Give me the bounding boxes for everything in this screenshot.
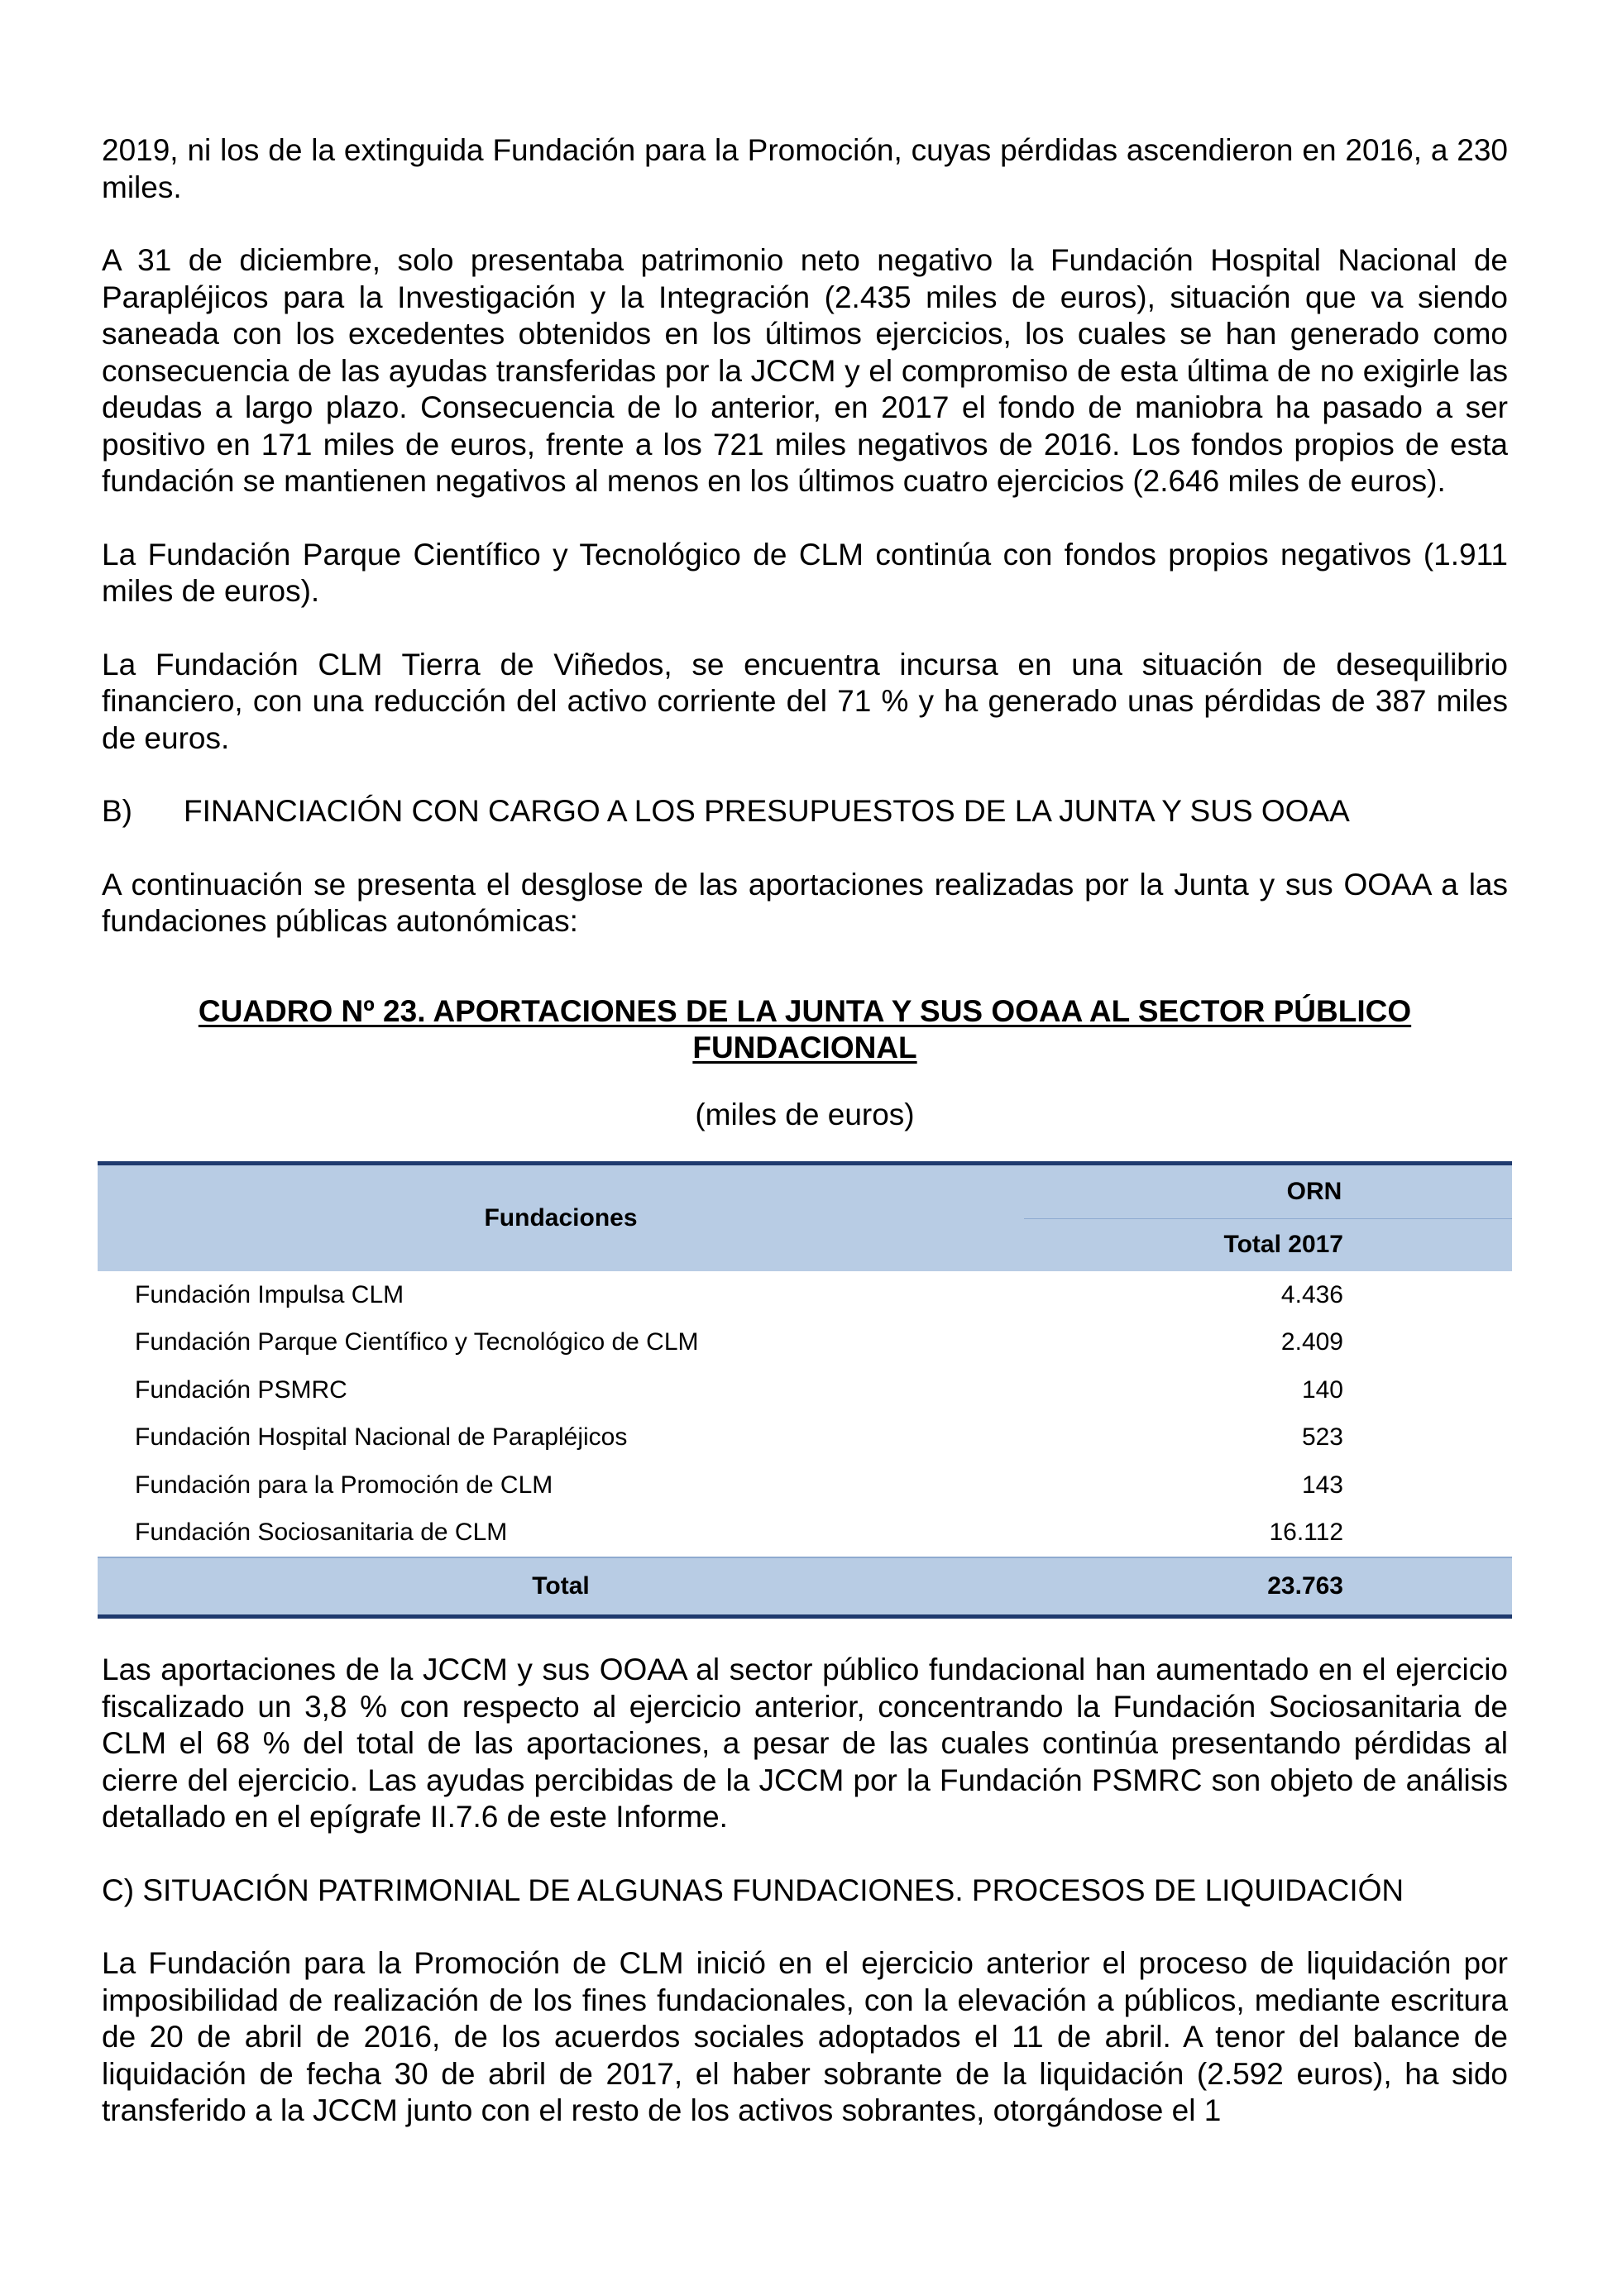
row-value: 2.409 [1280,1328,1343,1356]
header-total-2017: Total 2017 [1024,1218,1512,1271]
row-name: Fundación PSMRC [135,1375,347,1404]
row-name: Fundación Hospital Nacional de Parapléjicos [135,1423,628,1452]
total-value: 23.763 [1024,1557,1512,1617]
table-row [98,1509,1512,1558]
aportaciones-table [98,1161,1512,1619]
section-b-heading [102,793,1508,830]
header-orn: ORN [1024,1165,1512,1218]
row-name: Fundación para la Promoción de CLM [135,1471,553,1499]
table-unit: (miles de euros) [695,1097,915,1131]
total-label: Total [98,1557,1024,1617]
paragraph-tierra-vinedos: La Fundación CLM Tierra de Viñedos, se encuentra incursa en una situación de desequilibrio financiero, con una reducción del activo corriente del 71 % y ha generado unas pérdidas de 387 miles de euros. [102,647,1508,755]
row-value: 140 [1301,1375,1343,1404]
row-value: 16.112 [1269,1519,1343,1547]
row-value: 4.436 [1280,1280,1343,1308]
section-b-title: FINANCIACIÓN CON CARGO A LOS PRESUPUESTOS DE LA JUNTA Y SUS OOAA [184,794,1350,828]
page-content [102,132,1508,2130]
paragraph-liquidacion: La Fundación para la Promoción de CLM inició en el ejercicio anterior el proceso de liquidación por imposibilidad de realización de los fines fundacionales, con la elevación a públicos, mediante escritura de 20 de abril de 2016, de los acuerdos sociales adoptados el 11 de abril. A tenor del balance de liquidación de fecha 30 de abril de 2017, el haber sobrante de la liquidación (2.592 euros), ha sido transferido a la JCCM junto con el resto de los activos sobrantes, otorgándose el 1 [102,1946,1508,2127]
row-name: Fundación Impulsa CLM [135,1280,404,1308]
table-row [98,1461,1512,1509]
row-value: 143 [1301,1471,1343,1499]
section-c-heading: C) SITUACIÓN PATRIMONIAL DE ALGUNAS FUNDACIONES. PROCESOS DE LIQUIDACIÓN [102,1873,1404,1907]
table-row [98,1271,1512,1319]
section-b-letter: B) [102,794,132,828]
section-b-intro: A continuación se presenta el desglose de las aportaciones realizadas por la Junta y sus OOAA a las fundaciones públicas autonómicas: [102,867,1508,938]
table-row [98,1319,1512,1367]
row-value: 523 [1301,1423,1343,1452]
paragraph-aportaciones: Las aportaciones de la JCCM y sus OOAA al sector público fundacional han aumentado en el ejercicio fiscalizado un 3,8 % con respecto al ejercicio anterior, concentrando la Fundación Sociosanitaria de CLM el 68 % del total de las aportaciones, a pesar de las cuales continúa presentando pérdidas al cierre del ejercicio. Las ayudas percibidas de la JCCM por la Fundación PSMRC son objeto de análisis detallado en el epígrafe II.7.6 de este Informe. [102,1653,1508,1834]
paragraph-patrimonio-neto: A 31 de diciembre, solo presentaba patrimonio neto negativo la Fundación Hospital Nacional de Parapléjicos para la Investigación y la Integración (2.435 miles de euros), situación que va siendo saneada con los excedentes obtenidos en los últimos ejercicios, los cuales se han generado como consecuencia de las ayudas transferidas por la JCCM y el compromiso de esta última de no exigirle las deudas a largo plazo. Consecuencia de lo anterior, en 2017 el fondo de maniobra ha pasado a ser positivo en 171 miles de euros, frente a los 721 miles negativos de 2016. Los fondos propios de esta fundación se mantienen negativos al menos en los últimos cuatro ejercicios (2.646 miles de euros). [102,243,1508,498]
header-fundaciones: Fundaciones [98,1165,1024,1271]
paragraph-parque-cientifico: La Fundación Parque Científico y Tecnológico de CLM continúa con fondos propios negativos (1.911 miles de euros). [102,537,1508,608]
row-name: Fundación Parque Científico y Tecnológico de CLM [135,1328,699,1356]
row-name: Fundación Sociosanitaria de CLM [135,1519,508,1547]
table-row [98,1366,1512,1414]
table-row [98,1414,1512,1462]
table-title: CUADRO Nº 23. APORTACIONES DE LA JUNTA Y SUS OOAA AL SECTOR PÚBLICO FUNDACIONAL [198,993,1412,1064]
table-total-row [98,1557,1512,1617]
paragraph-continuation: 2019, ni los de la extinguida Fundación para la Promoción, cuyas pérdidas ascendieron en 2016, a 230 miles. [102,133,1508,204]
